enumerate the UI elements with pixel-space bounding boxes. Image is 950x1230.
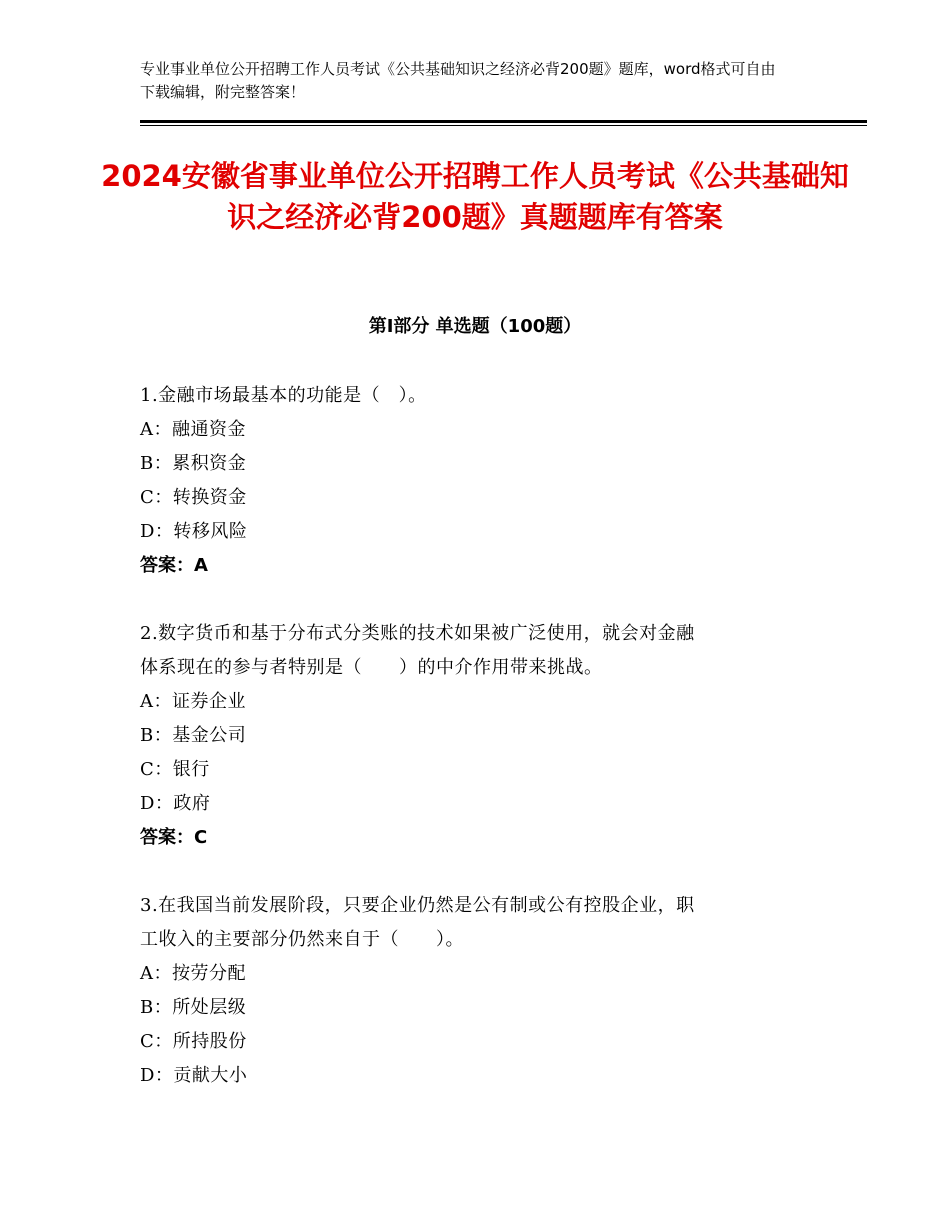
option-a: A：融通资金 (140, 419, 246, 440)
header-rule-thin (140, 125, 867, 126)
option-c: C：转换资金 (140, 487, 247, 508)
question-text-cont: 工收入的主要部分仍然来自于（ ）。 (140, 929, 464, 950)
question-text: 3.在我国当前发展阶段，只要企业仍然是公有制或公有控股企业，职 (140, 895, 695, 916)
question-text: 1.金融市场最基本的功能是（ ）。 (140, 385, 427, 406)
answer: 答案：C (140, 827, 208, 848)
option-d: D：贡献大小 (140, 1065, 248, 1086)
document-title: 2024安徽省事业单位公开招聘工作人员考试《公共基础知识之经济必背200题》真题题库有答案 (101, 159, 849, 234)
question-1 (140, 379, 810, 583)
option-a: A：证券企业 (140, 691, 246, 712)
option-b: B：基金公司 (140, 725, 247, 746)
option-b: B：累积资金 (140, 453, 247, 474)
header-rule-thick (140, 120, 867, 123)
option-c: C：所持股份 (140, 1031, 247, 1052)
option-c: C：银行 (140, 759, 210, 780)
section-heading: 第Ⅰ部分 单选题（100题） (368, 316, 582, 337)
option-a: A：按劳分配 (140, 963, 246, 984)
question-2 (140, 617, 810, 855)
answer: 答案：A (140, 555, 208, 576)
header-note: 专业事业单位公开招聘工作人员考试《公共基础知识之经济必背200题》题库，word格式可自由下载编辑，附完整答案！ (140, 60, 776, 101)
question-text: 2.数字货币和基于分布式分类账的技术如果被广泛使用，就会对金融 (140, 623, 695, 644)
option-d: D：转移风险 (140, 521, 248, 542)
option-b: B：所处层级 (140, 997, 247, 1018)
question-3 (140, 889, 810, 1093)
option-d: D：政府 (140, 793, 211, 814)
question-list (140, 379, 810, 1127)
question-text-cont: 体系现在的参与者特别是（ ）的中介作用带来挑战。 (140, 657, 603, 678)
